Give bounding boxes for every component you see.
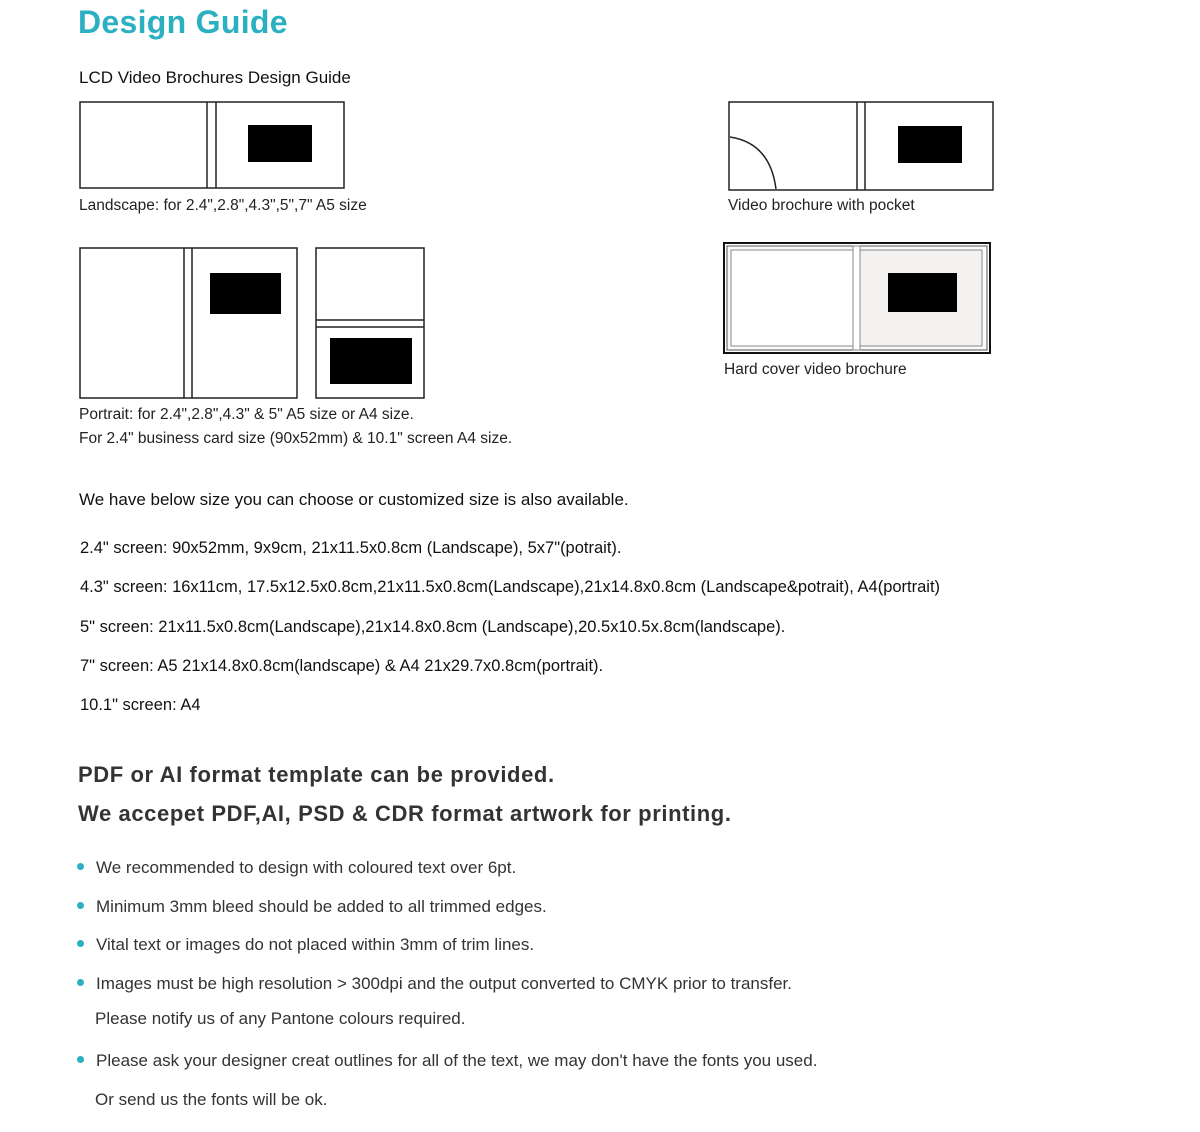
business-card-brochure-diagram xyxy=(315,247,427,402)
note-item: Images must be high resolution > 300dpi and the output converted to CMYK prior to transfer. xyxy=(77,974,792,994)
portrait-caption-2: For 2.4" business card size (90x52mm) & 10.1" screen A4 size. xyxy=(79,430,513,447)
bullet-icon xyxy=(77,940,84,947)
note-continuation: Or send us the fonts will be ok. xyxy=(95,1090,328,1109)
size-line-4-3: 4.3" screen: 16x11cm, 17.5x12.5x0.8cm,21x11.5x0.8cm(Landscape),21x14.8x0.8cm (Landscape&potrait), A4(portrait) xyxy=(80,578,941,596)
hard-cover-brochure-diagram xyxy=(723,242,993,356)
note-continuation: Please notify us of any Pantone colours required. xyxy=(95,1009,466,1028)
portrait-brochure-diagram xyxy=(79,247,301,402)
portrait-caption-1: Portrait: for 2.4",2.8",4.3" & 5" A5 size or A4 size. xyxy=(79,406,414,423)
bullet-icon xyxy=(77,902,84,909)
screen-icon xyxy=(888,273,957,312)
screen-icon xyxy=(898,126,962,163)
note-item: Minimum 3mm bleed should be added to all trimmed edges. xyxy=(77,897,547,917)
size-line-5: 5" screen: 21x11.5x0.8cm(Landscape),21x14.8x0.8cm (Landscape),20.5x10.5x.8cm(landscape). xyxy=(80,618,786,636)
note-item: Please ask your designer creat outlines for all of the text, we may don't have the fonts you used. xyxy=(77,1051,817,1071)
screen-icon xyxy=(210,273,281,314)
note-item: Vital text or images do not placed within 3mm of trim lines. xyxy=(77,935,534,955)
bullet-icon xyxy=(77,1056,84,1063)
note-item: We recommended to design with coloured text over 6pt. xyxy=(77,858,516,878)
size-line-10-1: 10.1" screen: A4 xyxy=(80,696,201,714)
format-template-heading: PDF or AI format template can be provided. xyxy=(78,762,555,787)
screen-icon xyxy=(248,125,312,162)
guide-subtitle: LCD Video Brochures Design Guide xyxy=(79,68,351,87)
sizes-intro: We have below size you can choose or customized size is also available. xyxy=(79,490,629,509)
screen-icon xyxy=(330,338,412,384)
bullet-icon xyxy=(77,863,84,870)
pocket-brochure-diagram xyxy=(728,101,996,193)
bullet-icon xyxy=(77,979,84,986)
format-artwork-heading: We accepet PDF,AI, PSD & CDR format artwork for printing. xyxy=(78,801,732,826)
landscape-caption: Landscape: for 2.4",2.8",4.3",5",7" A5 size xyxy=(79,197,367,214)
hard-cover-caption: Hard cover video brochure xyxy=(724,361,907,378)
size-line-2-4: 2.4" screen: 90x52mm, 9x9cm, 21x11.5x0.8cm (Landscape), 5x7"(potrait). xyxy=(80,539,622,557)
pocket-caption: Video brochure with pocket xyxy=(728,197,915,214)
page-title: Design Guide xyxy=(78,4,288,40)
landscape-brochure-diagram xyxy=(79,101,347,191)
size-line-7: 7" screen: A5 21x14.8x0.8cm(landscape) & A4 21x29.7x0.8cm(portrait). xyxy=(80,657,604,675)
